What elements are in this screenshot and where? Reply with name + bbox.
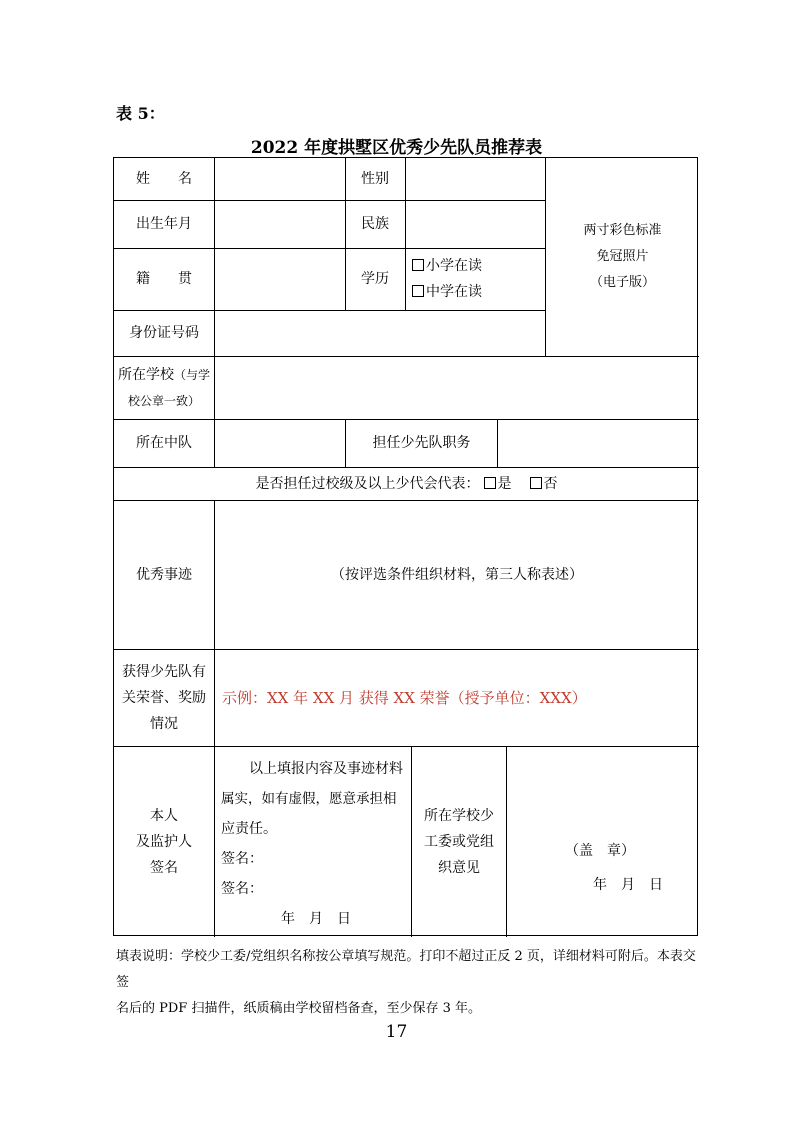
signature-label: 本人 及监护人 签名 xyxy=(136,807,192,876)
declaration-block xyxy=(221,754,409,934)
recommendation-form-table xyxy=(113,157,698,936)
opinion-label: 所在学校少 工委或党组 织意见 xyxy=(424,807,494,876)
page-number: 17 xyxy=(385,1022,408,1042)
photo-line-2: 免冠照片 xyxy=(596,249,649,264)
photo-line-3: （电子版） xyxy=(589,275,655,290)
delegate-row xyxy=(114,467,699,500)
seal-text: （盖 章） xyxy=(565,843,635,859)
origin-field[interactable] xyxy=(215,248,345,310)
instructions-line-1: 填表说明：学校少工委/党组织名称按公章填写规范。打印不超过正反 2 页，详细材料可附后。本表交签 xyxy=(116,949,696,990)
opinion-field[interactable] xyxy=(507,746,699,937)
photo-area[interactable] xyxy=(546,158,699,356)
honors-example: 示例：XX 年 XX 月 获得 XX 荣誉（授予单位：XXX） xyxy=(222,688,587,707)
checkbox-icon xyxy=(484,477,496,489)
deeds-field[interactable] xyxy=(215,500,699,649)
id-number-field[interactable] xyxy=(215,310,545,356)
education-option-primary[interactable]: 小学在读 xyxy=(412,253,482,279)
declaration-line-1: 以上填报内容及事迹材料 xyxy=(249,761,403,777)
photo-line-1: 两寸彩色标准 xyxy=(583,223,662,238)
name-field[interactable] xyxy=(215,158,345,200)
signature-date: 年 月 日 xyxy=(281,911,351,927)
deeds-hint: （按评选条件组织材料，第三人称表述） xyxy=(331,566,583,583)
seal-date: 年 月 日 xyxy=(593,877,663,893)
origin-label: 籍 贯 xyxy=(136,271,192,287)
ethnicity-field[interactable] xyxy=(406,200,545,248)
instructions-line-2: 名后的 PDF 扫描件，纸质稿由学校留档备查，至少保存 3 年。 xyxy=(116,1001,481,1016)
birth-field[interactable] xyxy=(215,200,345,248)
position-field[interactable] xyxy=(498,419,699,467)
education-option-middle[interactable]: 中学在读 xyxy=(412,279,482,305)
signature-field-1[interactable]: 签名： xyxy=(221,851,263,867)
gender-field[interactable] xyxy=(406,158,545,200)
gender-label: 性别 xyxy=(361,171,389,187)
honors-field[interactable] xyxy=(222,649,699,746)
education-label: 学历 xyxy=(361,271,389,287)
squad-label: 所在中队 xyxy=(136,435,192,451)
education-options xyxy=(412,248,545,310)
ethnicity-label: 民族 xyxy=(361,216,389,232)
delegate-question: 是否担任过校级及以上少代会代表： xyxy=(255,475,480,492)
declaration-line-3: 应责任。 xyxy=(221,821,277,837)
page-title: 2022 年度拱墅区优秀少先队员推荐表 xyxy=(250,138,543,158)
birth-label: 出生年月 xyxy=(136,216,192,232)
table-label: 表 5： xyxy=(116,104,165,123)
delegate-option-no[interactable]: 否 xyxy=(530,471,558,497)
checkbox-icon xyxy=(530,477,542,489)
school-field[interactable] xyxy=(215,356,699,419)
name-label: 姓 名 xyxy=(136,171,192,187)
squad-field[interactable] xyxy=(215,419,345,467)
deeds-label: 优秀事迹 xyxy=(136,566,192,583)
position-label: 担任少先队职务 xyxy=(372,435,471,451)
id-number-label: 身份证号码 xyxy=(129,325,199,341)
checkbox-icon xyxy=(412,259,424,271)
school-label: 所在学校（与学 校公章一致） xyxy=(117,366,210,408)
signature-field-2[interactable]: 签名： xyxy=(221,881,263,897)
declaration-line-2: 属实，如有虚假，愿意承担相 xyxy=(221,791,397,807)
honors-label: 获得少先队有 关荣誉、奖励 情况 xyxy=(122,663,206,732)
fill-instructions xyxy=(116,944,706,1022)
checkbox-icon xyxy=(412,285,424,297)
delegate-option-yes[interactable]: 是 xyxy=(484,471,512,497)
